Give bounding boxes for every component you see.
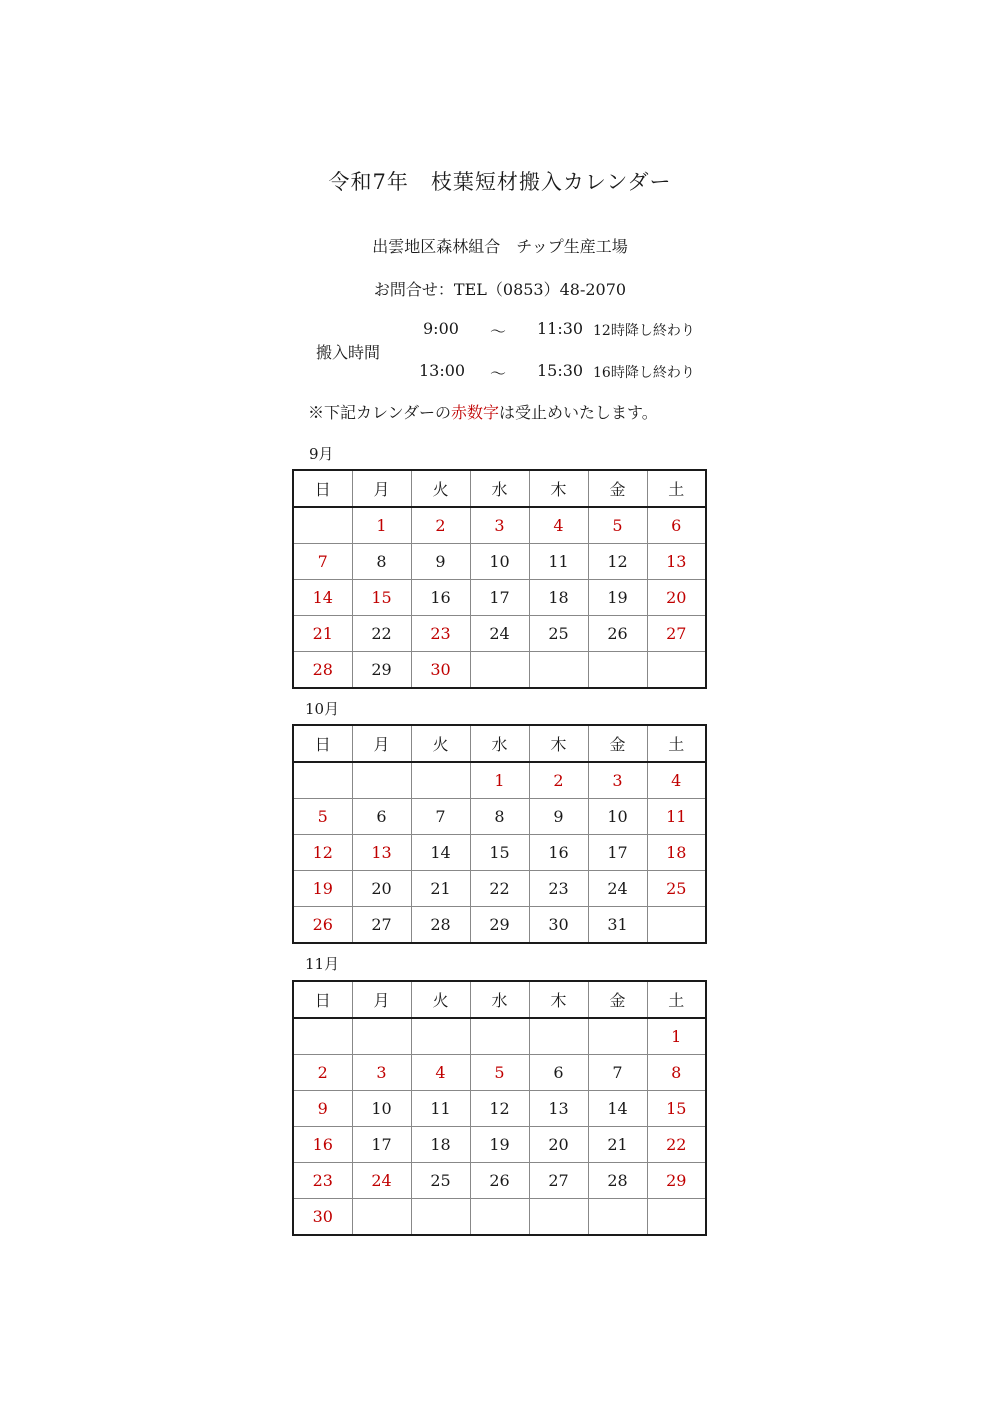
day-cell: 1 xyxy=(470,762,529,799)
day-cell: 31 xyxy=(588,907,647,944)
day-cell: 7 xyxy=(588,1055,647,1091)
week-row xyxy=(293,871,706,907)
day-cell: 7 xyxy=(411,799,470,835)
day-cell: 9 xyxy=(411,544,470,580)
week-row xyxy=(293,835,706,871)
day-cell: 7 xyxy=(293,544,352,580)
day-cell: 30 xyxy=(529,907,588,944)
day-cell: 19 xyxy=(588,580,647,616)
day-cell: 9 xyxy=(293,1091,352,1127)
empty-cell xyxy=(647,1199,706,1236)
day-cell: 26 xyxy=(293,907,352,944)
weekday-header: 木 xyxy=(529,725,588,762)
empty-cell xyxy=(411,1199,470,1236)
session-2-end: 15:30 xyxy=(537,361,584,380)
empty-cell xyxy=(588,652,647,689)
day-cell: 12 xyxy=(293,835,352,871)
empty-cell xyxy=(588,1199,647,1236)
day-cell: 11 xyxy=(411,1091,470,1127)
week-row xyxy=(293,1163,706,1199)
week-row xyxy=(293,580,706,616)
weekday-header: 月 xyxy=(352,470,411,507)
empty-cell xyxy=(352,1018,411,1055)
day-cell: 18 xyxy=(529,580,588,616)
note-text-red: 赤数字 xyxy=(450,403,499,422)
weekday-header: 火 xyxy=(411,981,470,1018)
empty-cell xyxy=(470,1018,529,1055)
weekday-header: 月 xyxy=(352,981,411,1018)
day-cell: 4 xyxy=(529,507,588,544)
weekday-header: 金 xyxy=(588,470,647,507)
empty-cell xyxy=(352,1199,411,1236)
week-row xyxy=(293,1127,706,1163)
week-row xyxy=(293,762,706,799)
day-cell: 20 xyxy=(529,1127,588,1163)
empty-cell xyxy=(647,652,706,689)
day-cell: 25 xyxy=(411,1163,470,1199)
day-cell: 8 xyxy=(352,544,411,580)
day-cell: 2 xyxy=(411,507,470,544)
day-cell: 10 xyxy=(588,799,647,835)
week-row xyxy=(293,799,706,835)
day-cell: 3 xyxy=(470,507,529,544)
day-cell: 8 xyxy=(470,799,529,835)
day-cell: 17 xyxy=(588,835,647,871)
weekday-header: 日 xyxy=(293,725,352,762)
day-cell: 27 xyxy=(529,1163,588,1199)
day-cell: 15 xyxy=(352,580,411,616)
week-row xyxy=(293,1055,706,1091)
empty-cell xyxy=(470,652,529,689)
day-cell: 21 xyxy=(588,1127,647,1163)
session-2-note: 16時降し終わり xyxy=(593,365,695,381)
week-row xyxy=(293,1091,706,1127)
month-label: 9月 xyxy=(309,445,334,463)
day-cell: 25 xyxy=(529,616,588,652)
day-cell: 21 xyxy=(411,871,470,907)
day-cell: 6 xyxy=(352,799,411,835)
weekday-header: 火 xyxy=(411,725,470,762)
day-cell: 3 xyxy=(588,762,647,799)
day-cell: 14 xyxy=(411,835,470,871)
day-cell: 10 xyxy=(352,1091,411,1127)
day-cell: 28 xyxy=(588,1163,647,1199)
empty-cell xyxy=(293,507,352,544)
weekday-header: 日 xyxy=(293,470,352,507)
day-cell: 22 xyxy=(470,871,529,907)
weekday-header: 金 xyxy=(588,981,647,1018)
note-text-after: は受止めいたします。 xyxy=(498,403,658,422)
week-row xyxy=(293,616,706,652)
week-row xyxy=(293,652,706,689)
day-cell: 15 xyxy=(470,835,529,871)
empty-cell xyxy=(411,1018,470,1055)
weekday-header: 火 xyxy=(411,470,470,507)
hours-label: 搬入時間 xyxy=(316,343,381,362)
day-cell: 1 xyxy=(647,1018,706,1055)
day-cell: 16 xyxy=(411,580,470,616)
empty-cell xyxy=(293,762,352,799)
week-row xyxy=(293,544,706,580)
day-cell: 5 xyxy=(293,799,352,835)
day-cell: 24 xyxy=(588,871,647,907)
day-cell: 8 xyxy=(647,1055,706,1091)
session-1-start: 9:00 xyxy=(423,319,459,338)
day-cell: 12 xyxy=(588,544,647,580)
month-calendar xyxy=(292,980,707,1236)
weekday-header: 水 xyxy=(470,470,529,507)
day-cell: 13 xyxy=(529,1091,588,1127)
day-cell: 6 xyxy=(647,507,706,544)
day-cell: 11 xyxy=(529,544,588,580)
day-cell: 17 xyxy=(470,580,529,616)
empty-cell xyxy=(529,1018,588,1055)
day-cell: 29 xyxy=(647,1163,706,1199)
day-cell: 13 xyxy=(647,544,706,580)
session-1-note: 12時降し終わり xyxy=(593,323,695,339)
session-1-end: 11:30 xyxy=(537,319,584,338)
note-text-before: ※下記カレンダーの xyxy=(308,403,451,422)
day-cell: 23 xyxy=(529,871,588,907)
day-cell: 23 xyxy=(411,616,470,652)
day-cell: 30 xyxy=(411,652,470,689)
day-cell: 18 xyxy=(411,1127,470,1163)
weekday-header: 水 xyxy=(470,725,529,762)
day-cell: 23 xyxy=(293,1163,352,1199)
day-cell: 22 xyxy=(647,1127,706,1163)
empty-cell xyxy=(647,907,706,944)
day-cell: 28 xyxy=(411,907,470,944)
day-cell: 2 xyxy=(293,1055,352,1091)
week-row xyxy=(293,907,706,944)
day-cell: 22 xyxy=(352,616,411,652)
month-calendar xyxy=(292,469,707,689)
day-cell: 12 xyxy=(470,1091,529,1127)
calendar-note xyxy=(308,400,658,423)
day-cell: 1 xyxy=(352,507,411,544)
day-cell: 3 xyxy=(352,1055,411,1091)
day-cell: 11 xyxy=(647,799,706,835)
day-cell: 10 xyxy=(470,544,529,580)
empty-cell xyxy=(588,1018,647,1055)
empty-cell xyxy=(411,762,470,799)
session-2-separator: ～ xyxy=(490,364,507,383)
day-cell: 4 xyxy=(647,762,706,799)
weekday-header: 土 xyxy=(647,725,706,762)
day-cell: 29 xyxy=(352,652,411,689)
day-cell: 24 xyxy=(470,616,529,652)
week-row xyxy=(293,1199,706,1236)
day-cell: 19 xyxy=(470,1127,529,1163)
session-1-separator: ～ xyxy=(490,322,507,341)
contact-info: お問合せ：TEL（0853）48-2070 xyxy=(373,280,627,299)
weekday-header: 木 xyxy=(529,981,588,1018)
day-cell: 17 xyxy=(352,1127,411,1163)
organization-name: 出雲地区森林組合 チップ生産工場 xyxy=(372,237,628,256)
week-row xyxy=(293,507,706,544)
day-cell: 26 xyxy=(588,616,647,652)
day-cell: 14 xyxy=(293,580,352,616)
empty-cell xyxy=(529,1199,588,1236)
day-cell: 26 xyxy=(470,1163,529,1199)
day-cell: 30 xyxy=(293,1199,352,1236)
day-cell: 16 xyxy=(529,835,588,871)
page-title: 令和7年 枝葉短材搬入カレンダー xyxy=(328,170,672,194)
empty-cell xyxy=(470,1199,529,1236)
day-cell: 20 xyxy=(352,871,411,907)
day-cell: 18 xyxy=(647,835,706,871)
day-cell: 28 xyxy=(293,652,352,689)
day-cell: 4 xyxy=(411,1055,470,1091)
day-cell: 16 xyxy=(293,1127,352,1163)
day-cell: 13 xyxy=(352,835,411,871)
week-row xyxy=(293,1018,706,1055)
empty-cell xyxy=(293,1018,352,1055)
weekday-header: 水 xyxy=(470,981,529,1018)
day-cell: 14 xyxy=(588,1091,647,1127)
day-cell: 15 xyxy=(647,1091,706,1127)
session-2-start: 13:00 xyxy=(419,361,466,380)
day-cell: 5 xyxy=(470,1055,529,1091)
weekday-header: 金 xyxy=(588,725,647,762)
day-cell: 20 xyxy=(647,580,706,616)
day-cell: 29 xyxy=(470,907,529,944)
empty-cell xyxy=(352,762,411,799)
weekday-header: 月 xyxy=(352,725,411,762)
day-cell: 25 xyxy=(647,871,706,907)
empty-cell xyxy=(529,652,588,689)
day-cell: 24 xyxy=(352,1163,411,1199)
weekday-header: 土 xyxy=(647,981,706,1018)
day-cell: 5 xyxy=(588,507,647,544)
weekday-header: 土 xyxy=(647,470,706,507)
day-cell: 9 xyxy=(529,799,588,835)
day-cell: 21 xyxy=(293,616,352,652)
weekday-header: 日 xyxy=(293,981,352,1018)
day-cell: 19 xyxy=(293,871,352,907)
day-cell: 2 xyxy=(529,762,588,799)
month-label: 11月 xyxy=(305,955,340,973)
month-label: 10月 xyxy=(305,700,340,718)
weekday-header: 木 xyxy=(529,470,588,507)
day-cell: 27 xyxy=(647,616,706,652)
month-calendar xyxy=(292,724,707,944)
day-cell: 27 xyxy=(352,907,411,944)
day-cell: 6 xyxy=(529,1055,588,1091)
